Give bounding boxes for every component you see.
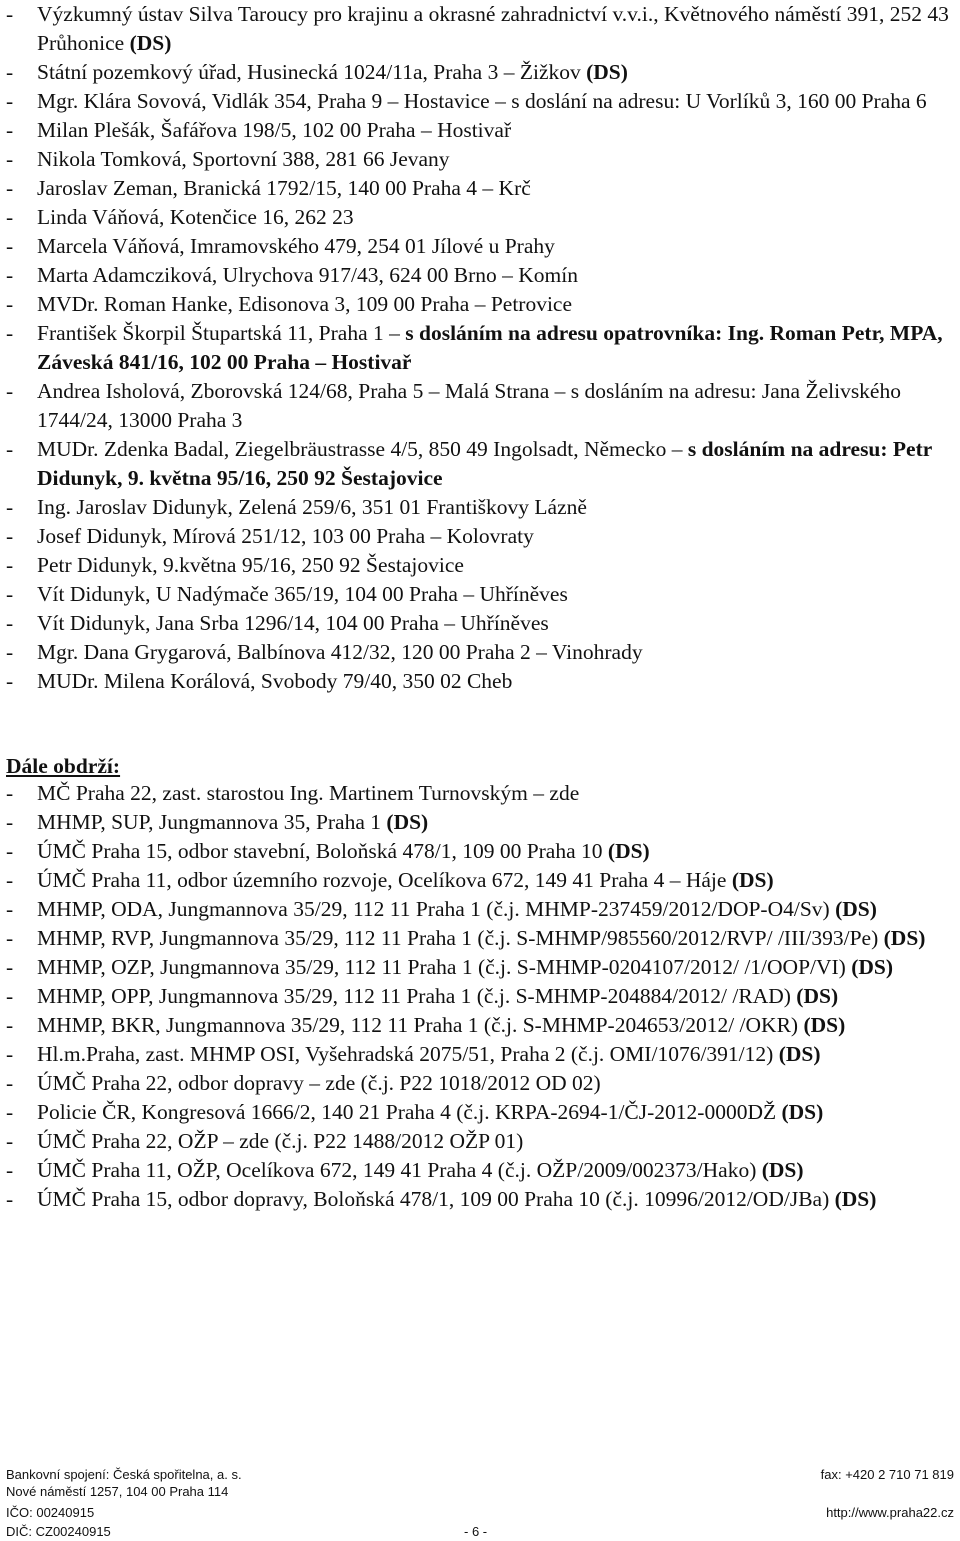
item-text: Výzkumný ústav Silva Taroucy pro krajinu a okrasné zahradnictví v.v.i., Květnového náměstí 391, 252 43 Průhonice <box>37 2 949 55</box>
list-dash: - <box>6 147 14 171</box>
list-dash: - <box>6 495 14 519</box>
item-text: MUDr. Milena Korálová, Svobody 79/40, 350 02 Cheb <box>37 669 513 693</box>
list-dash: - <box>6 292 14 316</box>
bold-text: (DS) <box>803 1013 846 1037</box>
list-item <box>6 203 956 232</box>
list-item <box>6 522 956 551</box>
list-item <box>6 319 956 377</box>
bold-text: (DS) <box>386 810 429 834</box>
item-text: Státní pozemkový úřad, Husinecká 1024/11a, Praha 3 – Žižkov <box>37 60 587 84</box>
item-text: Josef Didunyk, Mírová 251/12, 103 00 Praha – Kolovraty <box>37 524 534 548</box>
footer-fax: fax: +420 2 710 71 819 <box>820 1467 954 1482</box>
recipient-list <box>6 0 956 696</box>
item-text: Petr Didunyk, 9.května 95/16, 250 92 Šestajovice <box>37 553 464 577</box>
item-text: MČ Praha 22, zast. starostou Ing. Martinem Turnovským – zde <box>37 781 580 805</box>
list-dash: - <box>6 611 14 635</box>
list-dash: - <box>6 1071 14 1095</box>
list-dash: - <box>6 60 14 84</box>
footer-address: Nové náměstí 1257, 104 00 Praha 114 <box>6 1484 229 1499</box>
list-item <box>6 1185 956 1214</box>
item-text: Vít Didunyk, U Nadýmače 365/19, 104 00 Praha – Uhříněves <box>37 582 568 606</box>
list-item <box>6 953 956 982</box>
list-item <box>6 982 956 1011</box>
item-text: Policie ČR, Kongresová 1666/2, 140 21 Praha 4 (č.j. KRPA-2694-1/ČJ-2012-0000DŽ <box>37 1100 782 1124</box>
list-dash: - <box>6 89 14 113</box>
list-item <box>6 638 956 667</box>
bold-text: (DS) <box>586 60 628 84</box>
footer-dic: DIČ: CZ00240915 <box>6 1524 111 1539</box>
list-item <box>6 0 956 58</box>
item-text: MUDr. Zdenka Badal, Ziegelbräustrasse 4/5, 850 49 Ingolsadt, Německo – <box>37 437 688 461</box>
list-item <box>6 1011 956 1040</box>
item-text: ÚMČ Praha 11, OŽP, Ocelíkova 672, 149 41 Praha 4 (č.j. OŽP/2009/002373/Hako) <box>37 1158 762 1182</box>
list-item <box>6 58 956 87</box>
list-item <box>6 87 956 116</box>
list-dash: - <box>6 810 14 834</box>
list-dash: - <box>6 984 14 1008</box>
list-item <box>6 116 956 145</box>
bold-text: (DS) <box>731 868 774 892</box>
list-item <box>6 377 956 435</box>
list-item <box>6 667 956 696</box>
bold-text: (DS) <box>851 955 894 979</box>
bold-text: (DS) <box>883 926 926 950</box>
bold-text: (DS) <box>796 984 839 1008</box>
list-dash: - <box>6 955 14 979</box>
item-text: ÚMČ Praha 15, odbor stavební, Boloňská 478/1, 109 00 Praha 10 <box>37 839 608 863</box>
bold-text: (DS) <box>781 1100 824 1124</box>
list-item <box>6 1156 956 1185</box>
bold-text: (DS) <box>834 1187 877 1211</box>
list-item <box>6 1098 956 1127</box>
cc-list <box>6 779 956 1214</box>
list-item <box>6 837 956 866</box>
item-text: MHMP, RVP, Jungmannova 35/29, 112 11 Praha 1 (č.j. S-MHMP/985560/2012/RVP/ /III/393/Pe) <box>37 926 884 950</box>
list-dash: - <box>6 897 14 921</box>
list-item <box>6 924 956 953</box>
list-item <box>6 895 956 924</box>
list-dash: - <box>6 781 14 805</box>
list-item <box>6 174 956 203</box>
item-text: MHMP, SUP, Jungmannova 35, Praha 1 <box>37 810 387 834</box>
item-text: Milan Plešák, Šafářova 198/5, 102 00 Praha – Hostivař <box>37 118 512 142</box>
list-dash: - <box>6 321 14 345</box>
list-dash: - <box>6 524 14 548</box>
list-dash: - <box>6 1187 14 1211</box>
list-item <box>6 808 956 837</box>
list-dash: - <box>6 1100 14 1124</box>
footer-ico: IČO: 00240915 <box>6 1505 95 1520</box>
item-text: MHMP, OPP, Jungmannova 35/29, 112 11 Praha 1 (č.j. S-MHMP-204884/2012/ /RAD) <box>37 984 797 1008</box>
list-dash: - <box>6 234 14 258</box>
footer-bank: Bankovní spojení: Česká spořitelna, a. s. <box>6 1467 242 1482</box>
list-item <box>6 145 956 174</box>
item-text: MHMP, OZP, Jungmannova 35/29, 112 11 Praha 1 (č.j. S-MHMP-0204107/2012/ /1/OOP/VI) <box>37 955 852 979</box>
list-item <box>6 1127 956 1156</box>
item-text: Linda Váňová, Kotenčice 16, 262 23 <box>37 205 354 229</box>
item-text: Mgr. Klára Sovová, Vidlák 354, Praha 9 – Hostavice – s doslání na adresu: U Vorlíků 3, 160 00 Praha 6 <box>37 89 927 113</box>
bold-text: (DS) <box>778 1042 821 1066</box>
bold-text: s dosláním na adresu opatrovníka: Ing. Roman Petr, MPA, Záveská 841/16, 102 00 Praha – Hostivař <box>37 321 943 374</box>
item-text: Ing. Jaroslav Didunyk, Zelená 259/6, 351 01 Františkovy Lázně <box>37 495 587 519</box>
item-text: Marcela Váňová, Imramovského 479, 254 01 Jílové u Prahy <box>37 234 555 258</box>
item-text: Jaroslav Zeman, Branická 1792/15, 140 00 Praha 4 – Krč <box>37 176 531 200</box>
list-item <box>6 290 956 319</box>
list-dash: - <box>6 926 14 950</box>
bold-text: (DS) <box>607 839 650 863</box>
bold-text: s dosláním na adresu: Petr Didunyk, 9. května 95/16, 250 92 Šestajovice <box>37 437 932 490</box>
list-dash: - <box>6 176 14 200</box>
item-text: ÚMČ Praha 22, OŽP – zde (č.j. P22 1488/2012 OŽP 01) <box>37 1129 524 1153</box>
item-text: MHMP, ODA, Jungmannova 35/29, 112 11 Praha 1 (č.j. MHMP-237459/2012/DOP-O4/Sv) <box>37 897 836 921</box>
list-dash: - <box>6 437 14 461</box>
item-text: František Škorpil Štupartská 11, Praha 1 – <box>37 321 406 345</box>
item-text: ÚMČ Praha 15, odbor dopravy, Boloňská 478/1, 109 00 Praha 10 (č.j. 10996/2012/OD/JBa) <box>37 1187 835 1211</box>
item-text: MHMP, BKR, Jungmannova 35/29, 112 11 Praha 1 (č.j. S-MHMP-204653/2012/ /OKR) <box>37 1013 804 1037</box>
list-dash: - <box>6 379 14 403</box>
list-item <box>6 1069 956 1098</box>
list-item <box>6 779 956 808</box>
list-dash: - <box>6 1042 14 1066</box>
list-dash: - <box>6 553 14 577</box>
list-item <box>6 609 956 638</box>
item-text: Hl.m.Praha, zast. MHMP OSI, Vyšehradská 2075/51, Praha 2 (č.j. OMI/1076/391/12) <box>37 1042 779 1066</box>
list-item <box>6 493 956 522</box>
list-dash: - <box>6 1158 14 1182</box>
item-text: Vít Didunyk, Jana Srba 1296/14, 104 00 Praha – Uhříněves <box>37 611 549 635</box>
item-text: Andrea Isholová, Zborovská 124/68, Praha 5 – Malá Strana – s dosláním na adresu: Jana Želivského 1744/24, 13000 Praha 3 <box>37 379 901 432</box>
list-dash: - <box>6 1129 14 1153</box>
list-item <box>6 551 956 580</box>
list-dash: - <box>6 868 14 892</box>
list-item <box>6 580 956 609</box>
list-dash: - <box>6 640 14 664</box>
item-text: ÚMČ Praha 11, odbor územního rozvoje, Ocelíkova 672, 149 41 Praha 4 – Háje <box>37 868 732 892</box>
item-text: Nikola Tomková, Sportovní 388, 281 66 Jevany <box>37 147 450 171</box>
list-dash: - <box>6 263 14 287</box>
list-dash: - <box>6 1013 14 1037</box>
list-dash: - <box>6 2 14 26</box>
bold-text: (DS) <box>761 1158 804 1182</box>
list-dash: - <box>6 205 14 229</box>
item-text: MVDr. Roman Hanke, Edisonova 3, 109 00 Praha – Petrovice <box>37 292 573 316</box>
list-dash: - <box>6 582 14 606</box>
list-item <box>6 1040 956 1069</box>
footer-web[interactable]: http://www.praha22.cz <box>826 1505 954 1520</box>
item-text: Marta Adamcziková, Ulrychova 917/43, 624 00 Brno – Komín <box>37 263 578 287</box>
bold-text: (DS) <box>835 897 877 921</box>
list-dash: - <box>6 669 14 693</box>
item-text: Mgr. Dana Grygarová, Balbínova 412/32, 120 00 Praha 2 – Vinohrady <box>37 640 643 664</box>
list-item <box>6 261 956 290</box>
bold-text: (DS) <box>129 31 172 55</box>
list-dash: - <box>6 839 14 863</box>
page-number: - 6 - <box>464 1524 488 1539</box>
list-item <box>6 232 956 261</box>
item-text: ÚMČ Praha 22, odbor dopravy – zde (č.j. P22 1018/2012 OD 02) <box>37 1071 601 1095</box>
list-dash: - <box>6 118 14 142</box>
section-heading: Dále obdrží: <box>6 754 121 778</box>
list-item <box>6 866 956 895</box>
list-item <box>6 435 956 493</box>
